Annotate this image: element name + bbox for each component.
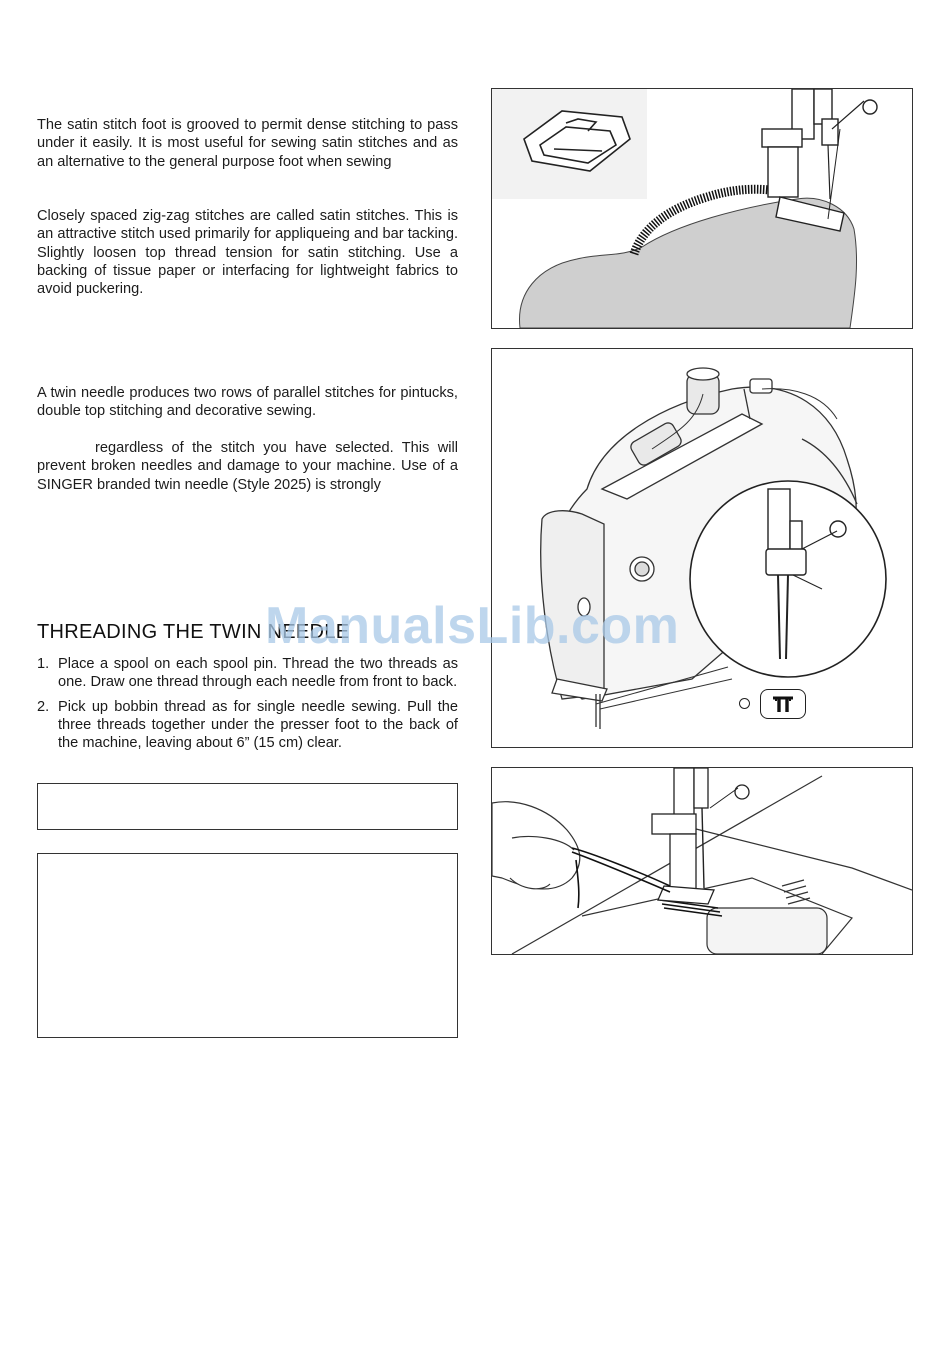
twin-needle-symbol-icon (760, 689, 806, 719)
step-item (37, 698, 458, 753)
note-box (37, 783, 458, 830)
stitch-selector (739, 689, 807, 721)
satin-stitch-paragraph: Closely spaced zig-zag stitches are called satin stitches. This is an attractive stitch used primarily for appliqueing and bar tacking. Slightly loosen top thread tension for satin stitching. Use a backing of tissue paper or interfacing for lightweight fabrics to avoid puckering. (37, 208, 458, 298)
twin-needle-threading-illustration (491, 348, 913, 748)
satin-foot-paragraph: The satin stitch foot is grooved to permit dense stitching to pass under it easily. It is most useful for sewing satin stitches and as an alternative to the general purpose foot when sewing (37, 117, 458, 170)
watermark-text: ManualsLib.com (265, 597, 680, 655)
threading-heading: THREADING THE TWIN NEEDLE (37, 621, 350, 643)
selector-indicator-dot (739, 698, 750, 709)
twin-needle-warning-paragraph: regardless of the stitch you have selected. This will prevent broken needles and damage to your machine. Use of a SINGER branded twin needle (Style 2025) is strongly (37, 440, 458, 493)
step-number: 1. (37, 656, 50, 672)
step-text: Place a spool on each spool pin. Thread the two threads as one. Draw one thread through each needle from front to back. (58, 656, 458, 691)
threading-steps (37, 655, 458, 758)
bobbin-thread-illustration (491, 767, 913, 955)
caution-box (37, 853, 458, 1038)
step-number: 2. (37, 698, 50, 715)
step-item (37, 655, 458, 692)
satin-foot-illustration (491, 88, 913, 329)
step-text: Pick up bobbin thread as for single needle sewing. Pull the three threads together under the presser foot to the back of the machine, leaving about 6” (15 cm) clear. (58, 698, 458, 752)
twin-needle-paragraph: A twin needle produces two rows of parallel stitches for pintucks, double top stitching and decorative sewing. (37, 385, 458, 420)
